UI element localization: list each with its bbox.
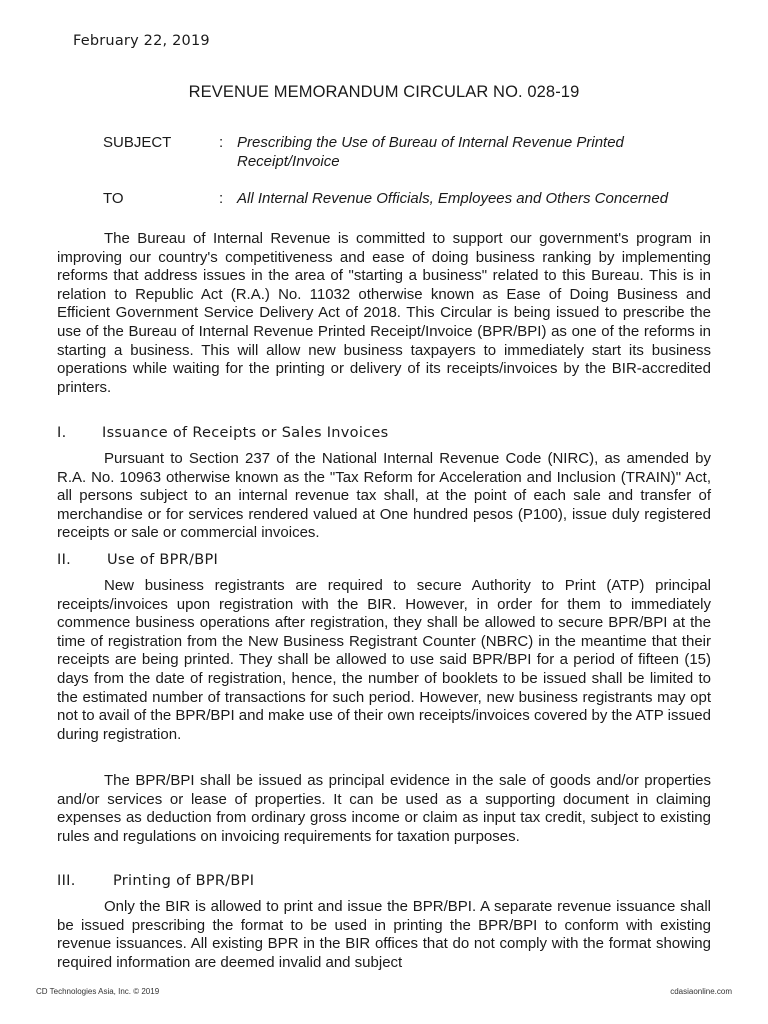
footer-website: cdasiaonline.com: [670, 987, 732, 996]
section-heading: [57, 552, 218, 568]
subject-value: Prescribing the Use of Bureau of Internal Revenue Printed Receipt/Invoice: [237, 134, 624, 170]
section-heading: [57, 873, 254, 889]
subject-colon: :: [219, 134, 224, 151]
to-label: TO: [103, 190, 124, 207]
section-heading: [57, 425, 389, 441]
section-title: Use of BPR/BPI: [107, 552, 219, 568]
document-date: February 22, 2019: [73, 33, 210, 49]
section-number: I.: [57, 425, 67, 441]
section-paragraph: Pursuant to Section 237 of the National Internal Revenue Code (NIRC), as amended by R.A. No. 10963 otherwise known as the "Tax Reform for Acceleration and Inclusion (TRAIN)" Act, all persons subject to an internal revenue tax shall, at the point of each sale and transfer of merchandise or for services rendered valued at One hundred pesos (P100), issue duly registered receipts or sale or commercial invoices.: [57, 450, 711, 542]
section-title: Printing of BPR/BPI: [113, 873, 255, 889]
section-title: Issuance of Receipts or Sales Invoices: [102, 425, 389, 441]
section-paragraph: New business registrants are required to secure Authority to Print (ATP) principal receipts/invoices upon registration with the BIR. However, in order for them to immediately commence business operations after registration, they shall be allowed to secure BPR/BPI at the time of registration from the New Business Registrant Counter (NBRC) in the meantime that their receipts are being printed. They shall be allowed to use said BPR/BPI for a period of fifteen (15) days from the date of registration, hence, the number of booklets to be issued shall be limited to the estimated number of transactions for such period. However, new business registrants may opt not to avail of the BPR/BPI and make use of their own receipts/invoices covered by the ATP issued during registration.: [57, 577, 711, 743]
footer-copyright: CD Technologies Asia, Inc. © 2019: [36, 987, 160, 996]
to-value: All Internal Revenue Officials, Employees and Others Concerned: [237, 190, 669, 207]
section-number: III.: [57, 873, 76, 889]
document-title: REVENUE MEMORANDUM CIRCULAR NO. 028-19: [188, 83, 580, 101]
section-paragraph: The BPR/BPI shall be issued as principal evidence in the sale of goods and/or properties and/or services or lease of properties. It can be used as a supporting document in claiming expenses as deduction from ordinary gross income or claim as input tax credit, subject to existing rules and regulations on invoicing requirements for taxation purposes.: [57, 772, 711, 845]
to-colon: :: [219, 190, 224, 207]
section-paragraph: Only the BIR is allowed to print and issue the BPR/BPI. A separate revenue issuance shall be issued prescribing the format to be used in printing the BPR/BPI to conform with existing revenue issuances. All existing BPR in the BIR offices that do not comply with the format showing required information are deemed invalid and subject: [57, 898, 711, 971]
subject-label: SUBJECT: [103, 134, 172, 151]
intro-paragraph: The Bureau of Internal Revenue is committed to support our government's program in improving our country's competitiveness and ease of doing business ranking by implementing reforms that address issues in the area of "starting a business" related to this Bureau. This is in relation to Republic Act (R.A.) No. 11032 otherwise known as Ease of Doing Business and Efficient Government Service Delivery Act of 2018. This Circular is being issued to prescribe the use of the Bureau of Internal Revenue Printed Receipt/Invoice (BPR/BPI) as one of the reforms in starting a business. This will allow new business taxpayers to immediately start its business operations while waiting for the printing or delivery of its receipts/invoices by the BIR-accredited printers.: [57, 230, 711, 396]
section-number: II.: [57, 552, 72, 568]
